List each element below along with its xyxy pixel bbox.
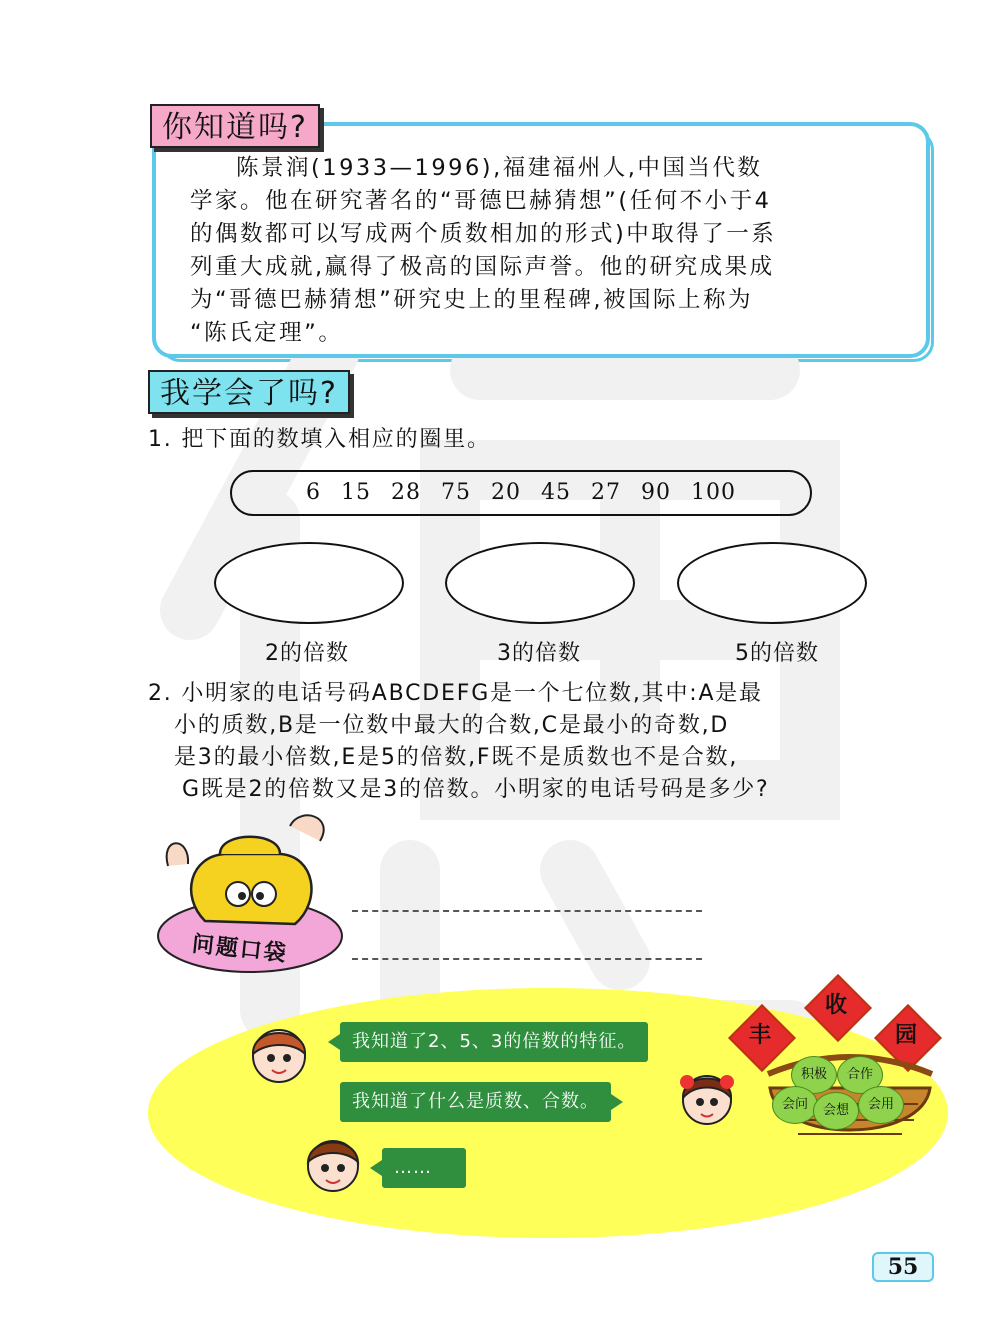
answer-line[interactable] [352, 910, 702, 912]
circle-label: 5的倍数 [735, 641, 819, 666]
title-char: 丰 [748, 1023, 771, 1048]
answer-line[interactable] [352, 958, 702, 960]
circle-label: 3的倍数 [497, 641, 581, 666]
heading-have-i-learned: 我学会了吗? [148, 370, 350, 414]
info-line: 学家。他在研究著名的“哥德巴赫猜想”(任何不小于4 [190, 188, 772, 214]
info-paragraph [190, 152, 902, 350]
number-item[interactable]: 100 [691, 480, 736, 505]
number-item[interactable]: 15 [341, 480, 371, 505]
circle-multiples-of-3[interactable] [445, 542, 635, 624]
info-line: “陈氏定理”。 [190, 320, 344, 346]
number-item[interactable]: 28 [391, 480, 421, 505]
apple-label: 会想 [813, 1092, 859, 1130]
speech-bubble: 我知道了2、5、3的倍数的特征。 [340, 1022, 648, 1062]
girl-avatar [672, 1062, 742, 1142]
info-line: 陈景润(1933—1996),福建福州人,中国当代数 [236, 155, 763, 181]
circle-label: 2的倍数 [265, 641, 349, 666]
question-1: 1. 把下面的数填入相应的圈里。 [148, 427, 491, 452]
number-item[interactable]: 75 [441, 480, 471, 505]
heading-did-you-know: 你知道吗? [150, 104, 320, 148]
number-item[interactable]: 20 [491, 480, 521, 505]
apple-label: 会问 [772, 1086, 818, 1124]
info-line: 的偶数都可以写成两个质数相加的形式)中取得了一系 [190, 221, 777, 247]
info-line: 列重大成就,赢得了极高的国际声誉。他的研究成果成 [190, 254, 775, 280]
boy-avatar [298, 1128, 368, 1198]
girl-avatar [244, 1018, 314, 1088]
numbers-pool [230, 470, 812, 516]
number-item[interactable]: 27 [591, 480, 621, 505]
question-2-line: 是3的最小倍数,E是5的倍数,F既不是质数也不是合数, [174, 745, 739, 770]
apple-label: 积极 [791, 1056, 837, 1094]
question-2-line: 小的质数,B是一位数中最大的合数,C是最小的奇数,D [174, 713, 730, 738]
number-item[interactable]: 90 [641, 480, 671, 505]
page-number: 55 [872, 1252, 934, 1282]
speech-bubble: 我知道了什么是质数、合数。 [340, 1082, 611, 1122]
pocket-label: 问题口袋 [190, 932, 289, 967]
question-2-line: G既是2的倍数又是3的倍数。小明家的电话号码是多少? [182, 777, 770, 802]
info-line: 为“哥德巴赫猜想”研究史上的里程碑,被国际上称为 [190, 287, 753, 313]
title-char: 园 [894, 1023, 917, 1048]
circle-multiples-of-2[interactable] [214, 542, 404, 624]
apple-label: 合作 [837, 1056, 883, 1094]
number-item[interactable]: 6 [306, 480, 321, 505]
number-item[interactable]: 45 [541, 480, 571, 505]
circle-multiples-of-5[interactable] [677, 542, 867, 624]
question-2 [148, 678, 938, 806]
title-char: 收 [824, 993, 847, 1018]
apple-label: 会用 [858, 1086, 904, 1124]
speech-bubble: …… [382, 1148, 466, 1188]
question-2-line: 2. 小明家的电话号码ABCDEFG是一个七位数,其中:A是最 [148, 681, 763, 706]
